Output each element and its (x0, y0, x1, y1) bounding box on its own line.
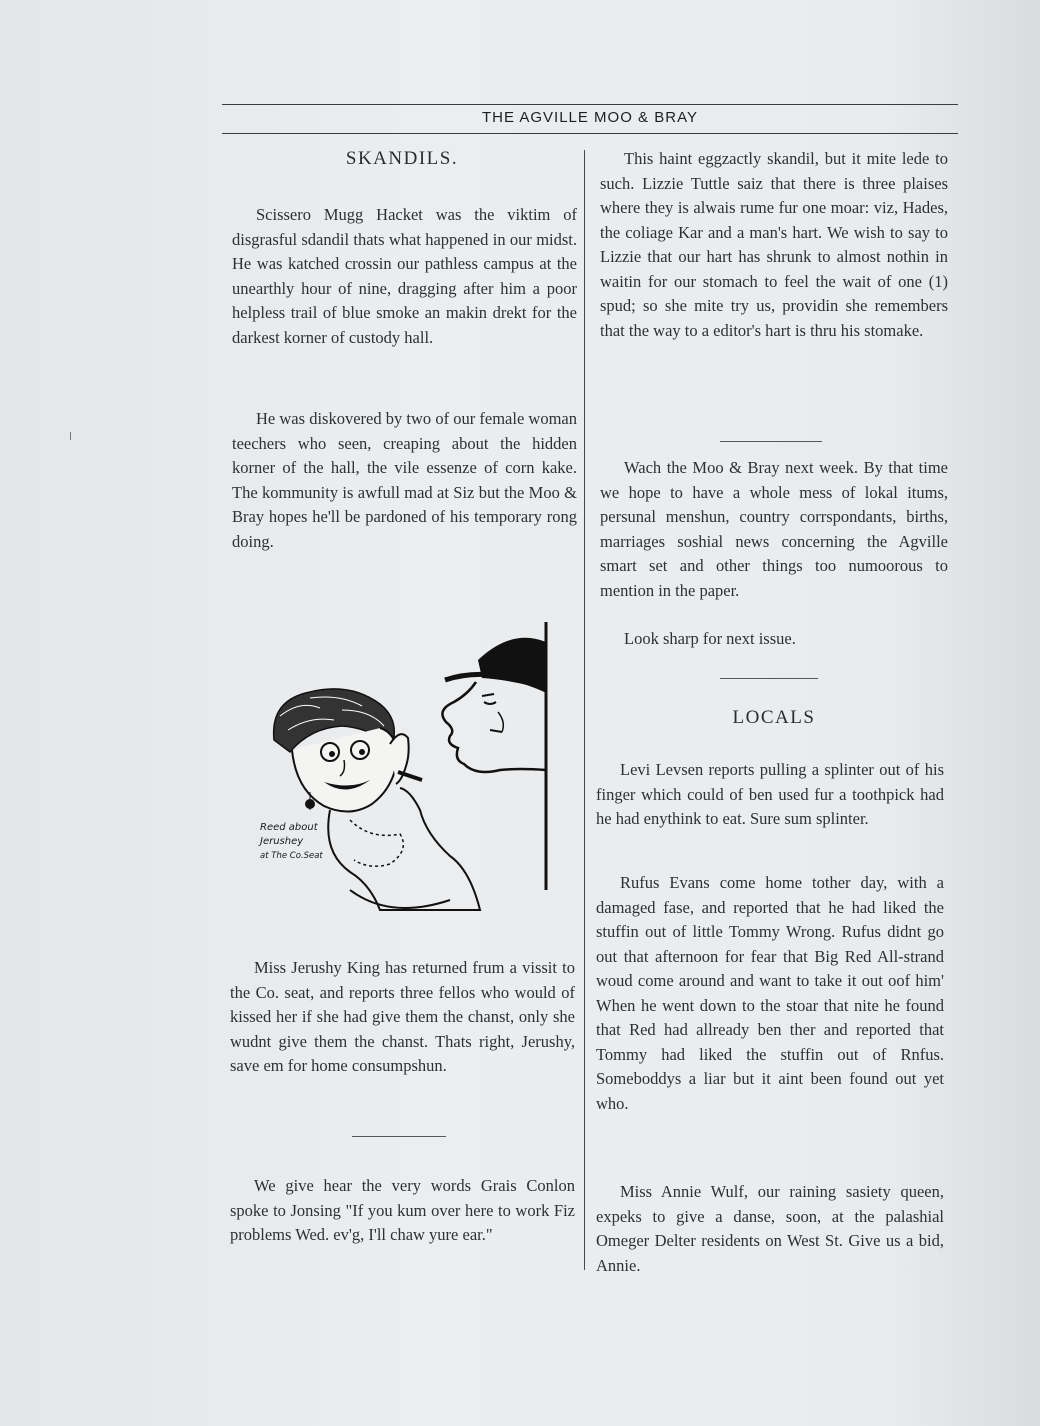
article-levi: Levi Levsen reports pulling a splinter out of his finger which could of ben used fur a toothpick had he had enythink to eat. Sure sum splinter. (596, 760, 944, 828)
masthead-rule-bottom (222, 133, 958, 134)
right-separator-2 (720, 678, 818, 679)
masthead-title: THE AGVILLE MOO & BRAY (482, 109, 698, 126)
edge-mark (70, 432, 71, 440)
article-diskovered: He was diskovered by two of our female woman teechers who seen, creaping about the hidden korner of the hall, the vile essenze of corn kake. The kommunity is awfull mad at Siz but the Moo & Bray hopes he'll be pardoned of his temporary rong doing. (232, 409, 577, 551)
article-annie: Miss Annie Wulf, our raining sasiety queen, expeks to give a danse, soon, at the palashial Omeger Delter residents on West St. Give us a bid, Annie. (596, 1182, 944, 1275)
cartoon-illustration (250, 620, 550, 920)
cartoon-caption-line3: at The Co.Seat (260, 851, 323, 861)
article-hacket: Scissero Mugg Hacket was the viktim of disgrasful sdandil thats what happened in our midst. He was katched crossin our pathless campus at the unearthly hour of nine, dragging after him a poor helpless trail of blue smoke an makin drekt for the darkest korner of custody hall. (232, 205, 577, 347)
column-divider (584, 150, 585, 1270)
skandils-heading: SKANDILS. (345, 148, 459, 169)
article-grais: We give hear the very words Grais Conlon spoke to Jonsing "If you kum over here to work Fiz problems Wed. ev'g, I'll chaw yure ear." (230, 1176, 575, 1244)
cartoon-caption-line2: Jerushey (260, 836, 304, 847)
article-wach: Wach the Moo & Bray next week. By that time we hope to have a whole mess of lokal itums, persunal menshun, country corrspondants, births, marriages soshial news concerning the Agville smart set and other things too numoorous to mention in the paper. (600, 458, 948, 600)
left-separator (352, 1136, 446, 1137)
cartoon-caption-line1: Reed about (260, 822, 318, 833)
article-look-sharp: Look sharp for next issue. (624, 629, 796, 648)
masthead-rule-top (222, 104, 958, 105)
article-jerushy: Miss Jerushy King has returned frum a vissit to the Co. seat, and reports three fellos who would of kissed her if she had give them the chanst, only she wudnt give them the chanst. Thats right, Jerushy, save em for home consumpshun. (230, 958, 575, 1075)
article-rufus: Rufus Evans come home tother day, with a damaged fase, and reported that he had liked the stuffin out of little Tommy Wrong. Rufus didnt go out that afternoon for fear that Big Red All-strand woud come around and want to take it out oof him' When he went down to the stoar that nite he found that Red had allready ben ther and reported that Tommy had liked the stuffin out of Rnfus. Someboddys a liar but it aint been found out yet who. (596, 873, 944, 1113)
right-separator-1 (720, 441, 822, 442)
article-lizzie: This haint eggzactly skandil, but it mite lede to such. Lizzie Tuttle saiz that there is three plaises where they is alwais rume fur one moar: viz, Hades, the coliage Kar and a man's hart. We wish to say to Lizzie that our hart has shrunk to almost nothin in waitin for our stomach to feel the wait of one (1) spud; so she mite try us, providin she remembers that the way to a editor's hart is thru his stomake. (600, 149, 948, 340)
locals-heading: LOCALS (732, 707, 816, 728)
